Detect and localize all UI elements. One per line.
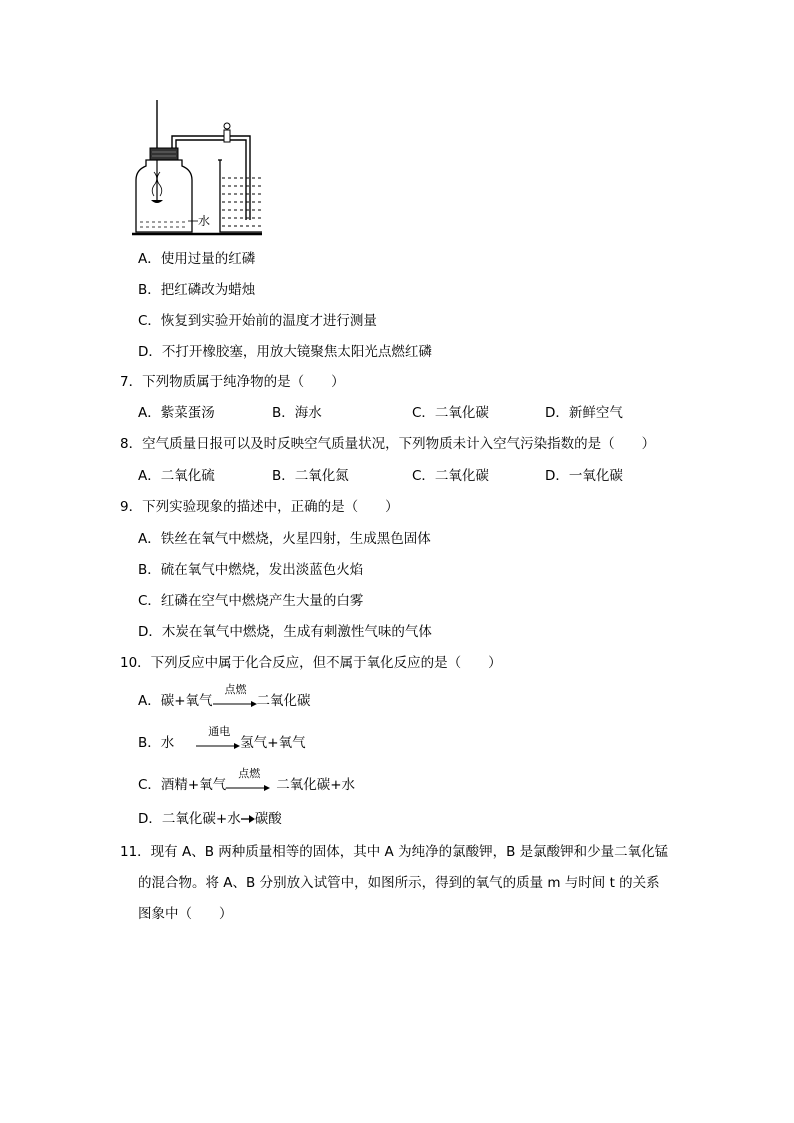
q7-option-d: D．新鲜空气: [545, 405, 623, 421]
q11-line-3: 图象中（ ）: [138, 906, 233, 922]
reaction-arrow: [196, 725, 240, 752]
q8-option-d: D．一氧化碳: [545, 468, 623, 484]
q9-option-b: B．硫在氧气中燃烧，发出淡蓝色火焰: [138, 562, 364, 578]
q10-a-reactants: A．碳+氧气: [138, 693, 213, 709]
q8-option-c: C．二氧化碳: [412, 468, 489, 484]
q6-option-b: B．把红磷改为蜡烛: [138, 282, 256, 298]
q10-option-a: [138, 683, 311, 710]
q6-option-a: A．使用过量的红磷: [138, 251, 256, 267]
reaction-condition: 点燃: [238, 767, 261, 780]
q8-option-a: A．二氧化硫: [138, 468, 215, 484]
q7-stem: 7．下列物质属于纯净物的是（ ）: [120, 374, 345, 390]
apparatus-figure: [132, 100, 262, 240]
arrow-icon: [196, 743, 240, 749]
q8-stem: 8．空气质量日报可以及时反映空气质量状况，下列物质未计入空气污染指数的是（ ）: [120, 436, 656, 452]
q10-option-b: [138, 725, 306, 752]
experiment-apparatus-diagram: [132, 100, 262, 240]
q10-a-products: 二氧化碳: [256, 693, 311, 709]
q11-line-2: 的混合物。将 A、B 分别放入试管中，如图所示，得到的氧气的质量 m 与时间 t 的关系: [138, 875, 660, 891]
q10-option-c: [138, 767, 356, 794]
q10-option-d: [138, 810, 282, 828]
q6-option-c: C．恢复到实验开始前的温度才进行测量: [138, 313, 377, 329]
q10-c-reactants: C．酒精+氧气: [138, 777, 227, 793]
arrow-icon: [241, 815, 255, 823]
q7-option-c: C．二氧化碳: [412, 405, 489, 421]
water-label: 水: [198, 214, 211, 228]
reaction-condition: 点燃: [224, 683, 247, 696]
q10-b-products: 氢气+氧气: [240, 735, 306, 751]
q9-option-d: D．木炭在氧气中燃烧，生成有刺激性气味的气体: [138, 624, 432, 640]
q10-stem: 10．下列反应中属于化合反应，但不属于氧化反应的是（ ）: [120, 655, 502, 671]
q10-c-products: 二氧化碳+水: [276, 777, 356, 793]
q7-option-a: A．紫菜蛋汤: [138, 405, 215, 421]
q9-option-c: C．红磷在空气中燃烧产生大量的白雾: [138, 593, 364, 609]
arrow-icon: [226, 785, 270, 791]
q8-option-b: B．二氧化氮: [272, 468, 349, 484]
reaction-condition: 通电: [208, 725, 231, 738]
q9-stem: 9．下列实验现象的描述中，正确的是（ ）: [120, 499, 399, 515]
arrow-icon: [213, 701, 257, 707]
q11-line-1: 11．现有 A、B 两种质量相等的固体，其中 A 为纯净的氯酸钾，B 是氯酸钾和少量二氧化锰: [120, 844, 669, 860]
q10-d-products: 碳酸: [254, 811, 282, 827]
q10-d-reactants: D．二氧化碳+水: [138, 811, 241, 827]
q10-b-reactants: B．水: [138, 735, 175, 751]
reaction-arrow: [226, 767, 270, 794]
q9-option-a: A．铁丝在氧气中燃烧，火星四射，生成黑色固体: [138, 531, 431, 547]
q6-option-d: D．不打开橡胶塞，用放大镜聚焦太阳光点燃红磷: [138, 344, 432, 360]
reaction-arrow: [213, 683, 257, 710]
q7-option-b: B．海水: [272, 405, 322, 421]
